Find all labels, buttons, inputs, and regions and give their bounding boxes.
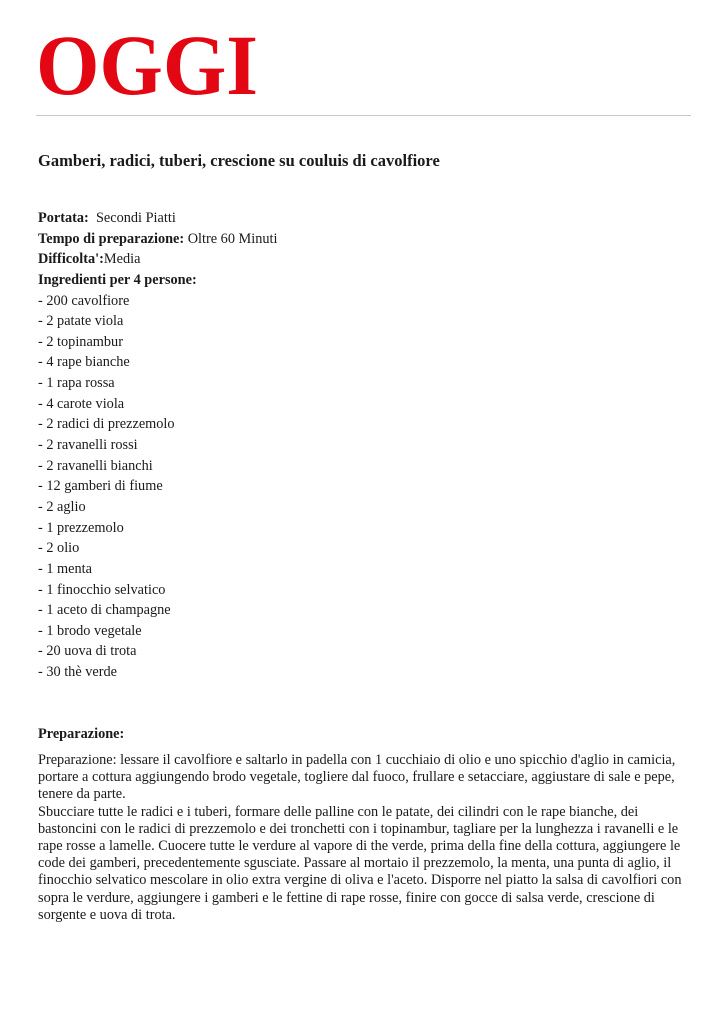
portata-label: Portata: [38,210,89,226]
portata-value: Secondi Piatti [95,210,176,226]
ingredient-list [38,291,688,683]
oggi-logo-mark [36,30,260,102]
difficolta-row [38,249,688,270]
ingredient-item: - 20 uova di trota [38,643,137,660]
tempo-row [38,229,688,250]
recipe-meta [38,208,688,683]
difficolta-label: Difficolta': [38,251,104,268]
ingredient-item: - 2 topinambur [38,333,123,350]
oggi-logo [36,30,260,102]
portata-row [38,208,688,229]
preparazione-paragraph: Sbucciare tutte le radici e i tuberi, formare delle palline con le patate, dei cilindri con le rape bianche, dei bastoncini con le radici di prezzemolo e dei tronchetti con i topinambur, tagliare per la lunghezza i ravanelli e le rape rosse a lamelle. Cuocere tutte le verdure al vapore di the verde, prima della fine della cottura, aggiungere le code dei gamberi, precedentemente sgusciate. Passare al mortaio il prezzemolo, la menta, una punta di aglio, il finocchio selvatico mescolare in olio extra vergine di oliva e l'aceto. Disporre nel piatto la salsa di cavolfiori con sopra le verdure, aggiungere i gamberi e le fettine di rape rosse, finire con gocce di salsa verde, crescione di sorgente e uova di trota. [38,803,682,923]
ingredient-item: - 200 cavolfiore [38,292,130,309]
ingredient-item: - 1 menta [38,560,92,577]
ingredient-item: - 30 thè verde [38,664,117,681]
tempo-value: Oltre 60 Minuti [187,230,278,247]
preparazione-text [38,752,698,924]
ingredient-item: - 2 patate viola [38,313,124,330]
ingredient-item: - 1 finocchio selvatico [38,581,166,598]
ingredient-item: - 12 gamberi di fiume [38,478,163,495]
ingredienti-label: Ingredienti per 4 persone: [38,271,197,288]
difficolta-value: Media [103,251,141,268]
ingredient-item: - 1 brodo vegetale [38,622,142,639]
ingredient-item: - 4 rape bianche [38,354,130,371]
tempo-label: Tempo di preparazione: [38,230,185,247]
ingredient-item: - 1 prezzemolo [38,519,124,536]
ingredient-item: - 2 radici di prezzemolo [38,416,175,433]
ingredient-item: - 1 rapa rossa [38,375,115,392]
preparazione-paragraph: Preparazione: lessare il cavolfiore e saltarlo in padella con 1 cucchiaio di olio e uno spicchio d'aglio in camicia, portare a cottura aggiungendo brodo vegetale, togliere dal fuoco, frullare e setacciare, aggiustare di sale e pepe, tenere da parte. [38,752,676,803]
header-divider [36,115,691,116]
preparazione-heading: Preparazione: [38,726,125,742]
logo-text: OGGI [36,30,258,102]
ingredient-item: - 2 aglio [38,498,86,515]
ingredient-item: - 4 carote viola [38,395,125,412]
ingredient-item: - 2 ravanelli rossi [38,437,138,454]
recipe-title: Gamberi, radici, tuberi, crescione su couluis di cavolfiore [38,151,440,170]
ingredient-item: - 2 olio [38,540,80,557]
ingredienti-heading [38,270,688,291]
ingredient-item: - 2 ravanelli bianchi [38,457,153,474]
ingredient-item: - 1 aceto di champagne [38,602,171,619]
